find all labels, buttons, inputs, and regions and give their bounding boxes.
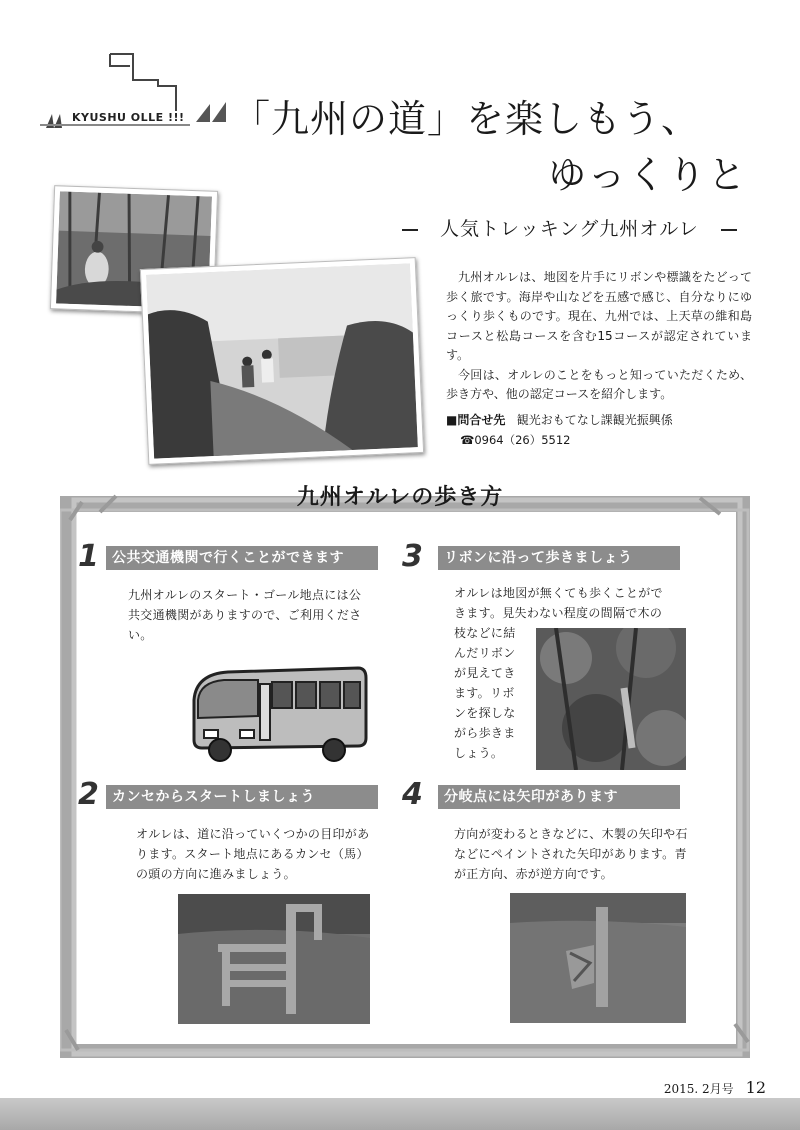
step-3-text-line: ます。リボ <box>454 686 515 700</box>
step-4-heading: 分岐点には矢印があります <box>438 785 680 809</box>
subtitle-text: 人気トレッキング九州オルレ <box>440 218 699 240</box>
step-2-text: オルレは、道に沿っていくつかの目印があります。スタート地点にあるカンセ（馬）の頭の方向に進みましょう。 <box>136 827 370 881</box>
page-footer <box>664 1078 766 1097</box>
step-3-text-line: んだリボン <box>454 646 516 660</box>
contact-label: ■問合せ先 <box>446 413 506 427</box>
step-3-text-line: ンを探しな <box>454 706 516 720</box>
subtitle-dash-right <box>721 229 737 231</box>
photo-hikers-coast <box>140 257 424 465</box>
contact-tel: ☎0964（26）5512 <box>460 433 571 447</box>
contact-info <box>446 410 673 450</box>
subtitle-dash-left <box>402 229 418 231</box>
title-triangles-icon <box>196 98 234 122</box>
bus-illustration <box>188 660 370 766</box>
step-3-text-line: きます。見失わない程度の間隔で木の <box>454 606 663 620</box>
step-1-number: 1 <box>78 539 99 574</box>
contact-dept: 観光おもてなし課観光振興係 <box>516 413 673 427</box>
step-3-text-line: 枝などに結 <box>454 626 516 640</box>
ribbon-photo <box>536 628 686 770</box>
arrow-marker-photo <box>510 893 686 1023</box>
step-1-heading: 公共交通機関で行くことができます <box>106 546 378 570</box>
kanse-photo <box>178 894 370 1024</box>
step-1-text: 九州オルレのスタート・ゴール地点には公共交通機関がありますので、ご利用ください。 <box>128 588 362 642</box>
step-3-text-line: オルレは地図が無くても歩くことがで <box>454 586 663 600</box>
intro-paragraph-2: 今回は、オルレのことをもっと知っていただくため、歩き方や、他の認定コースを紹介します。 <box>446 367 752 401</box>
page-title-line1: 「九州の道」を楽しもう、 <box>232 97 701 141</box>
page-title-line2: ゆっくりと <box>548 153 748 197</box>
page-number: 12 <box>745 1078 766 1097</box>
intro-text <box>446 268 752 405</box>
logo-text: KYUSHU OLLE !!! <box>72 111 185 124</box>
issue-date: 2015. 2月号 <box>663 1082 734 1096</box>
footer-band <box>0 1098 800 1130</box>
howto-title: 九州オルレの歩き方 <box>296 484 504 510</box>
step-3-text-line: しょう。 <box>454 746 504 760</box>
step-2-number: 2 <box>78 777 99 812</box>
step-3-text-line: がら歩きま <box>454 726 516 740</box>
step-3-heading: リボンに沿って歩きましょう <box>438 546 680 570</box>
intro-paragraph-1: 九州オルレは、地図を片手にリボンや標識をたどって歩く旅です。海岸や山などを五感で感じ、自分なりにゆっくり歩くものです。現在、九州では、上天草の維和島コースと松島コースを含む15コースが認定されています。 <box>446 270 752 362</box>
step-4-number: 4 <box>402 777 423 812</box>
kyushu-olle-logo <box>40 50 190 130</box>
step-2-heading: カンセからスタートしましょう <box>106 785 378 809</box>
step-4-text: 方向が変わるときなどに、木製の矢印や石などにペイントされた矢印があります。青が正方向、赤が逆方向です。 <box>454 827 688 881</box>
page-subtitle <box>380 214 759 241</box>
step-3-text-line: が見えてき <box>454 666 516 680</box>
step-3-number: 3 <box>402 539 423 574</box>
